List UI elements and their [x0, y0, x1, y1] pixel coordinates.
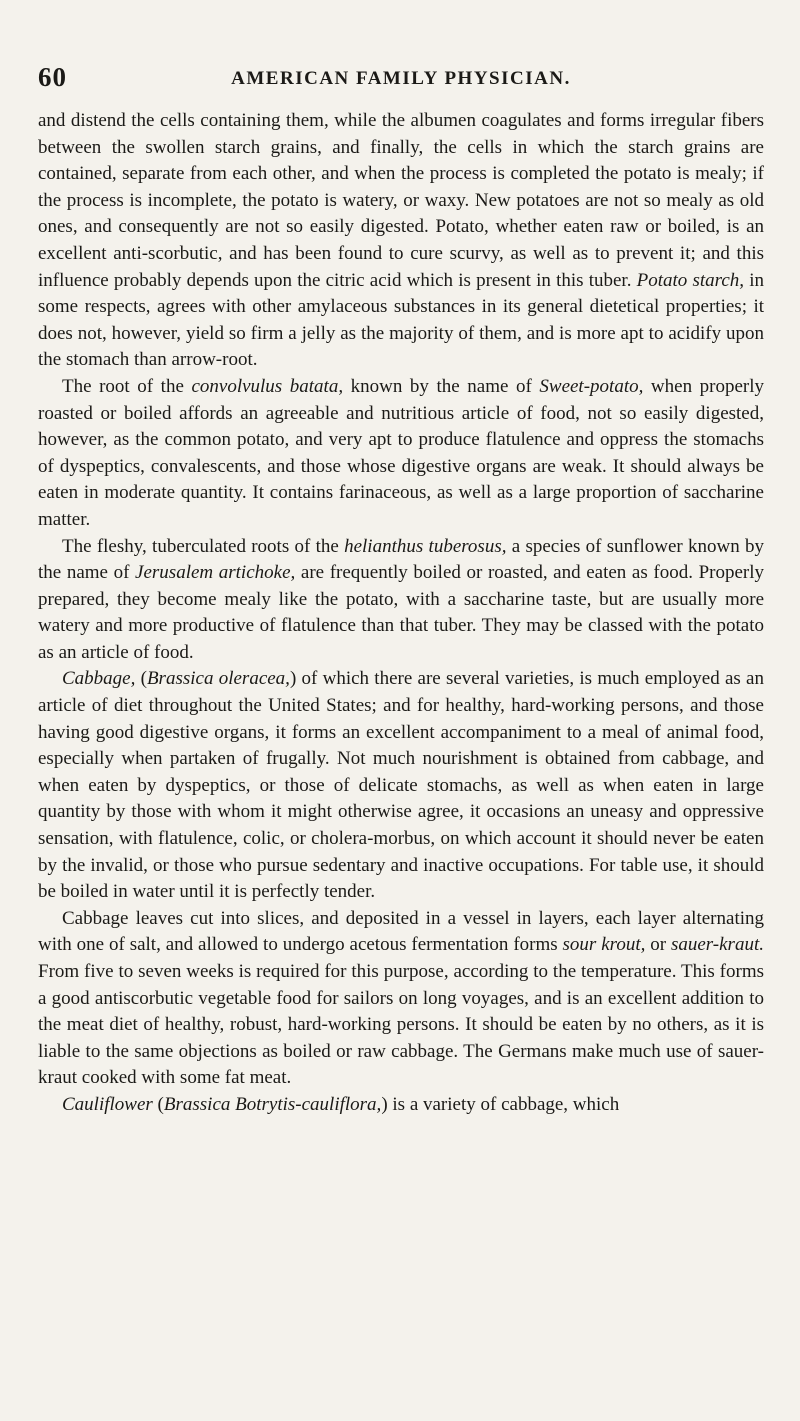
text-run: in some respects, agrees with other amylaceous substances in its general dietetical properties; it does not, however, yield so firm a jelly as the majority of them, and is more apt to acidify upon the stomach than arrow-root. [38, 269, 764, 371]
paragraph-potato-continued [38, 108, 764, 374]
italic-term: Sweet-potato, [539, 375, 644, 397]
text-run: From five to seven weeks is required for this purpose, according to the temperature. This forms a good antiscorbutic vegetable food for sailors on long voyages, and is an excellent addition to the meat diet of healthy, robust, hard-working persons. It should be eaten by no others, as it is liable to the same objections as boiled or raw cabbage. The Germans make much use of sauer-kraut cooked with some fat meat. [38, 961, 764, 1089]
text-run: when properly roasted or boiled affords an agreeable and nutritious article of food, not so easily digested, however, as the common potato, and very apt to produce flatulence and oppress the stomachs of dyspeptics, convalescents, and those whose digestive organs are weak. It should always be eaten in moderate quantity. It contains farinaceous, as well as a large proportion of saccharine matter. [38, 375, 764, 530]
text-run: ( [135, 668, 147, 690]
text-run: or [645, 934, 671, 956]
paragraph-sweet-potato [38, 374, 764, 534]
italic-term: sauer-kraut. [670, 934, 764, 956]
text-run: known by the name of [343, 375, 540, 397]
running-title: AMERICAN FAMILY PHYSICIAN. [231, 68, 571, 89]
italic-term: Cauliflower [62, 1093, 153, 1115]
text-run: ( [152, 1093, 164, 1115]
italic-term: Potato starch, [636, 269, 745, 291]
italic-term: helianthus tuberosus, [344, 535, 507, 557]
page-header [38, 62, 764, 100]
italic-term: sour krout, [562, 934, 646, 956]
text-run: ) is a variety of cabbage, which [381, 1093, 620, 1115]
text-run: and distend the cells containing them, while the albumen coagulates and forms irregular fibers between the swollen starch grains, and finally, the cells in which the starch grains are contained, separate from each other, and when the process is completed the potato is mealy; if the process is incomplete, the potato is watery, or waxy. New potatoes are not so mealy as old ones, and consequently are not so easily digested. Potato, whether eaten raw or boiled, is an excellent anti-scorbutic, and has been found to cure scurvy, as well as to prevent it; and this influence probably depends upon the citric acid which is present in this tuber. [38, 110, 764, 291]
italic-term: Cabbage, [62, 668, 136, 690]
paragraph-cabbage [38, 666, 764, 905]
italic-term: Brassica Botrytis-cauliflora, [163, 1093, 382, 1115]
text-run: ) of which there are several varieties, is much employed as an article of diet throughout the United States; and for healthy, hard-working persons, and those having good digestive organs, it forms an excellent accompaniment to a meal of animal food, especially when partaken of frugally. Not much nourishment is obtained from cabbage, and when eaten by dyspeptics, or those of delicate stomachs, as well as when eaten in large quantity by those with whom it might otherwise agree, it occasions an uneasy and oppressive sensation, with flatulence, colic, or cholera-morbus, on which account it should never be eaten by the invalid, or those who pursue sedentary and inactive occupations. For table use, it should be boiled in water until it is perfectly tender. [38, 668, 764, 903]
italic-term: Jerusalem artichoke, [135, 562, 296, 584]
text-run: are frequently boiled or roasted, and eaten as food. Properly prepared, they become mealy like the potato, with a saccharine taste, but are usually more watery and more productive of flatulence than that tuber. They may be classed with the potato as an article of food. [38, 562, 765, 663]
text-run: a species of sunflower known by the name of [38, 535, 764, 584]
text-run: The root of the [62, 375, 192, 397]
paragraph-cauliflower [38, 1092, 764, 1119]
page-number: 60 [38, 62, 67, 92]
text-run: The fleshy, tuberculated roots of the [62, 535, 345, 557]
italic-term: Brassica oleracea, [146, 668, 290, 690]
body-text [38, 108, 764, 1119]
paragraph-jerusalem-artichoke [38, 534, 764, 667]
italic-term: convolvulus batata, [191, 375, 344, 397]
text-run: Cabbage leaves cut into slices, and deposited in a vessel in layers, each layer alternating with one of salt, and allowed to undergo acetous fermentation forms [38, 907, 764, 956]
paragraph-sour-krout [38, 906, 764, 1092]
